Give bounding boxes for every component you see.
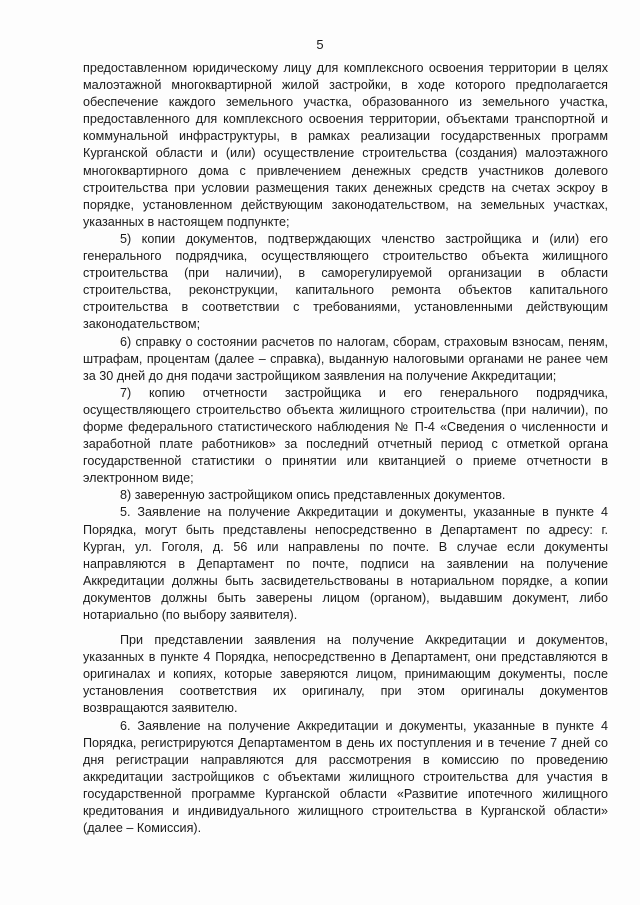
paragraph-section-6: 6. Заявление на получение Аккредитации и документы, указанные в пункте 4 Порядка, регистрируются Департаментом в день их поступления и в течение 7 дней со дня регистрации направляются для рассмотрения в комиссию по проведению аккредитации застройщиков с объектами жилищного строительства для участия в государственной программе Курганской области «Развитие ипотечного жилищного кредитования и индивидуального жилищного строительства в Курганской области» (далее – Комиссия).	[83, 718, 608, 836]
paragraph-section-5-originals: При представлении заявления на получение Аккредитации и документов, указанных в пункте 4 Порядка, непосредственно в Департамент, они представляются в оригиналах и копиях, которые заверяются лицом, принимающим документы, после установления соответствия их оригиналу, при этом оригиналы документов возвращаются заявителю.	[83, 633, 608, 716]
paragraph-item-6: 6) справку о состоянии расчетов по налогам, сборам, страховым взносам, пеням, штрафам, процентам (далее – справка), выданную налоговыми органами не ранее чем за 30 дней до дня подачи застройщиком заявления на получение Аккредитации;	[83, 334, 608, 383]
paragraph-item-7: 7) копию отчетности застройщика и его генерального подрядчика, осуществляющего строительство объекта жилищного строительства (при наличии), по форме федерального статистического наблюдения № П-4 «Сведения о численности и заработной плате работников» за последний отчетный период с отметкой органа государственной статистики о принятии или квитанцией о приеме отчетности в электронном виде;	[83, 385, 608, 486]
paragraph-section-5: 5. Заявление на получение Аккредитации и документы, указанные в пункте 4 Порядка, могут быть представлены непосредственно в Департамент по адресу: г. Курган, ул. Гоголя, д. 56 или направлены по почте. В случае если документы направляются в Департамент по почте, подписи на заявлении на получение Аккредитации должны быть засвидетельствованы в нотариальном порядке, а копии документов должны быть заверены лицом (органом), выдавшим документ, либо нотариально (по выбору заявителя).	[83, 505, 608, 622]
page-number: 5	[316, 37, 324, 52]
document-body	[83, 60, 608, 837]
paragraph-continuation: предоставленном юридическому лицу для комплексного освоения территории в целях малоэтажной многоквартирной жилой застройки, в ходе которого предполагается обеспечение каждого земельного участка, образованного из земельного участка, предоставленного для комплексного освоения территории, объектами транспортной и коммунальной инфраструктуры, в рамках реализации государственных программ Курганской области и (или) осуществление строительства (создания) малоэтажного многоквартирного дома с привлечением денежных средств участников долевого строительства при условии размещения таких денежных средств на счетах эскроу в порядке, установленном действующим законодательством, на земельных участках, указанных в настоящем подпункте;	[83, 61, 608, 229]
paragraph-item-8: 8) заверенную застройщиком опись представленных документов.	[120, 488, 506, 503]
paragraph-item-5: 5) копии документов, подтверждающих членство застройщика и (или) его генерального подрядчика, осуществляющего строительство объекта жилищного строительства (при наличии), в саморегулируемой организации в области строительства, реконструкции, капитального ремонта объектов капитального строительства в соответствии с требованиями, установленными действующим законодательством;	[83, 231, 608, 332]
